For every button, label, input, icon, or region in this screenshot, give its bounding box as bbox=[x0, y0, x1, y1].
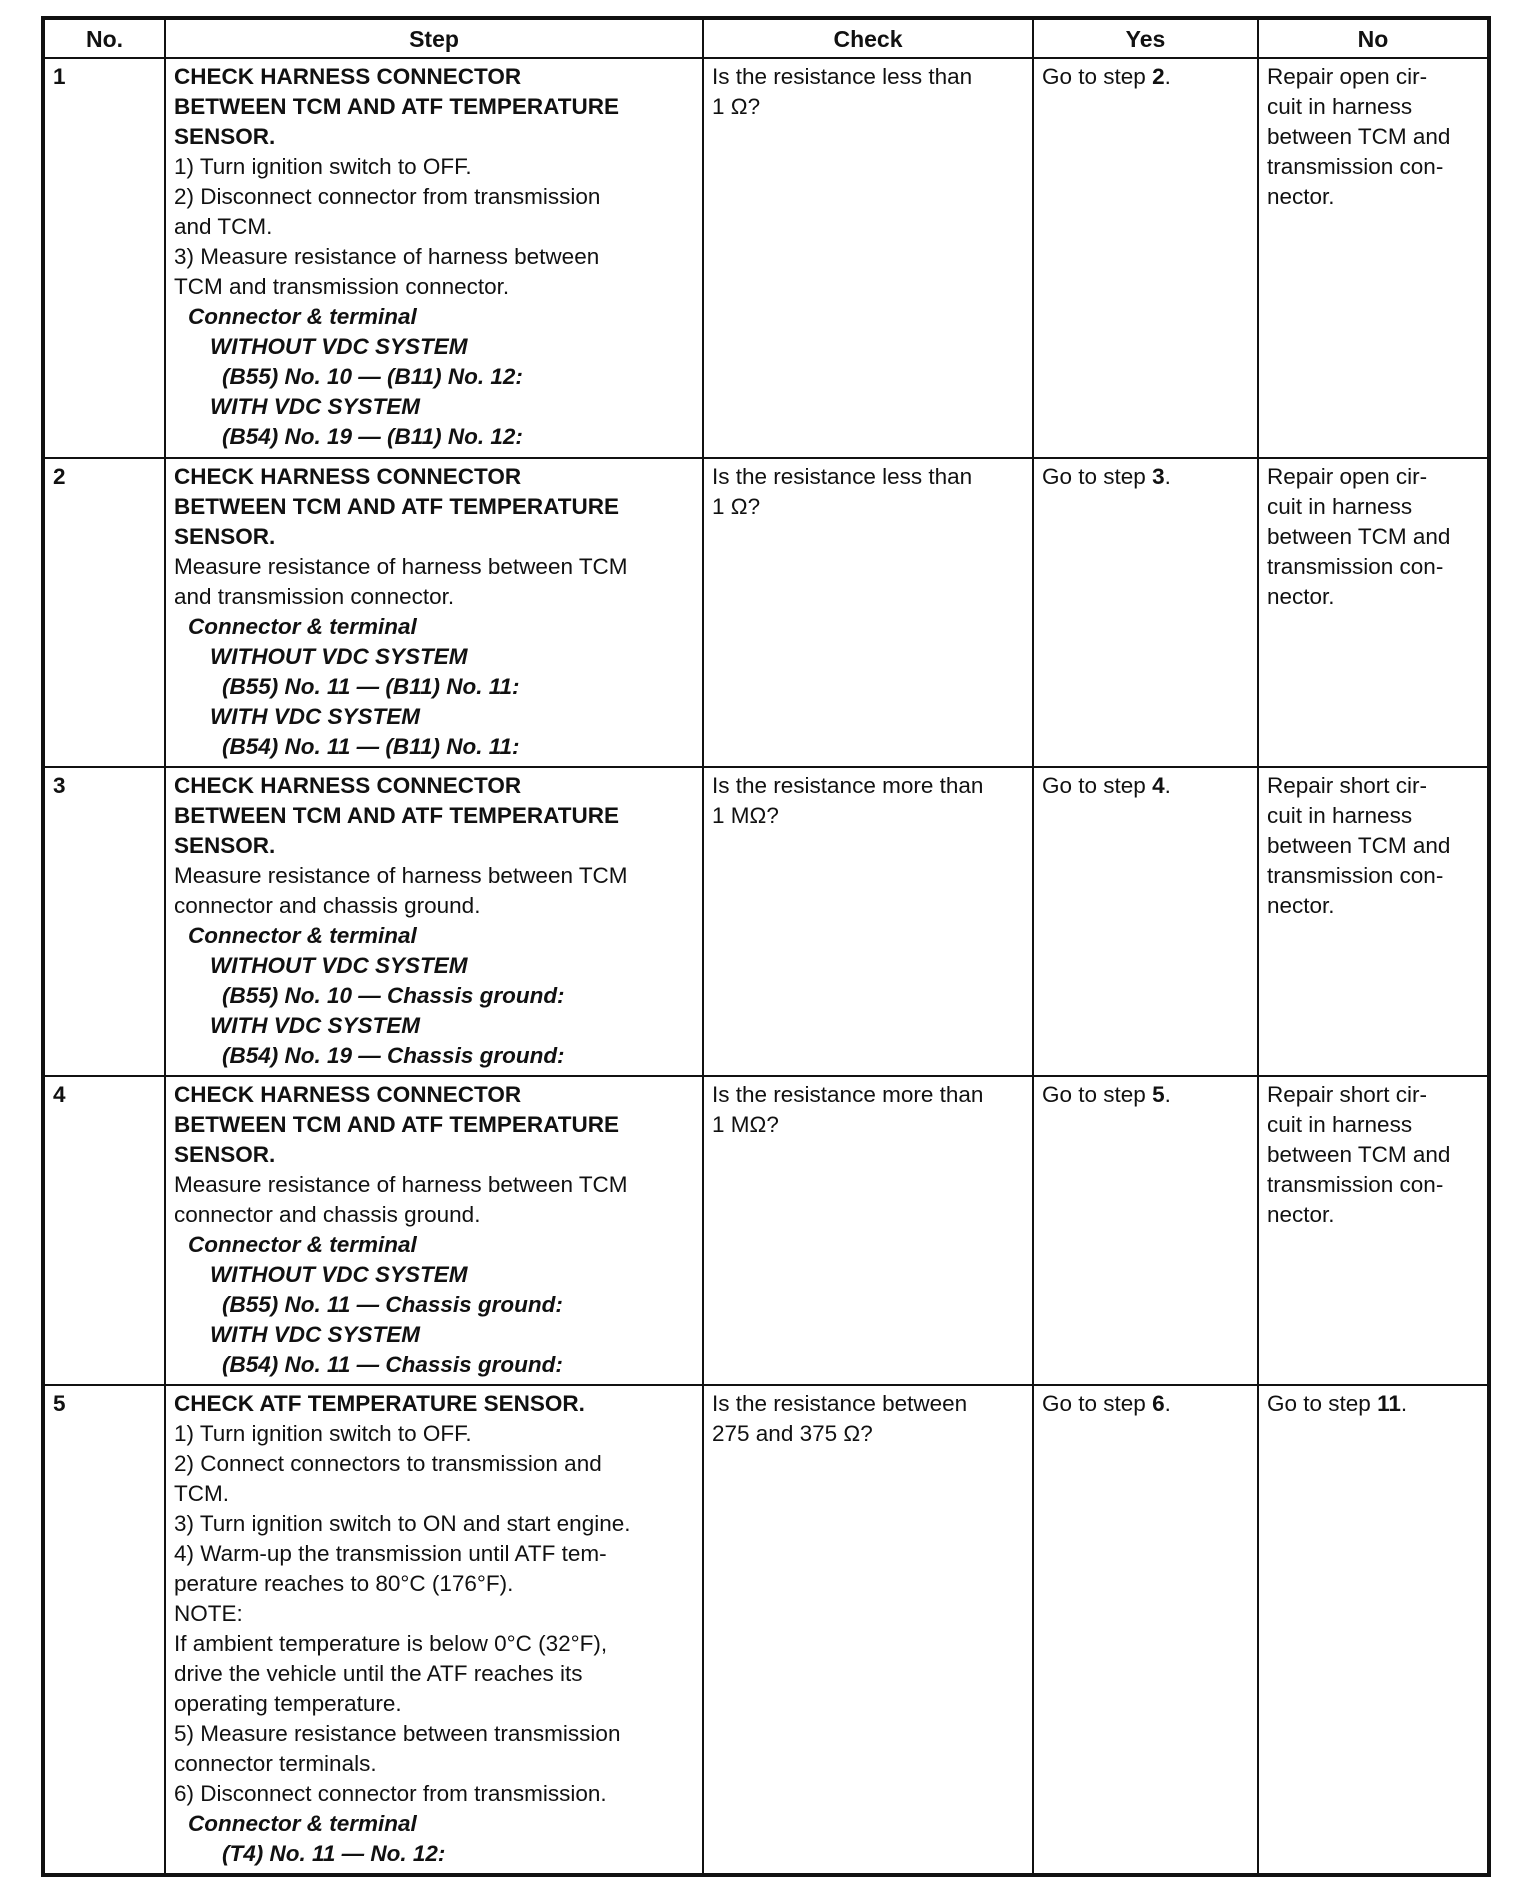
connector-terminal-line: (B54) No. 11 — (B11) No. 11: bbox=[222, 734, 520, 759]
step-instruction: perature reaches to 80°C (176°F). bbox=[174, 1571, 514, 1596]
check-cell bbox=[703, 1076, 1033, 1385]
step-instruction: 5) Measure resistance between transmission bbox=[174, 1721, 621, 1746]
no-action-text: nector. bbox=[1267, 184, 1335, 209]
no-action-text: Repair open cir- bbox=[1267, 64, 1428, 89]
connector-terminal-line: WITHOUT VDC SYSTEM bbox=[210, 334, 468, 359]
table-row bbox=[43, 1076, 1489, 1385]
step-instruction: NOTE: bbox=[174, 1601, 243, 1626]
connector-terminal-line: (B55) No. 10 — (B11) No. 12: bbox=[222, 364, 523, 389]
step-instruction: TCM. bbox=[174, 1481, 229, 1506]
step-instruction: connector and chassis ground. bbox=[174, 1202, 481, 1227]
step-instruction: drive the vehicle until the ATF reaches its bbox=[174, 1661, 583, 1686]
step-title: CHECK HARNESS CONNECTOR bbox=[174, 773, 522, 798]
no-action-text: cuit in harness bbox=[1267, 94, 1413, 119]
yes-step-number: 5 bbox=[1152, 1082, 1165, 1107]
step-title: BETWEEN TCM AND ATF TEMPERATURE bbox=[174, 94, 619, 119]
step-instruction: and transmission connector. bbox=[174, 584, 455, 609]
table-row bbox=[43, 458, 1489, 767]
step-instruction: Measure resistance of harness between TCM bbox=[174, 863, 628, 888]
no-action-text: cuit in harness bbox=[1267, 1112, 1413, 1137]
step-title: CHECK HARNESS CONNECTOR bbox=[174, 64, 522, 89]
step-instruction: If ambient temperature is below 0°C (32°F), bbox=[174, 1631, 608, 1656]
connector-terminal-line: (B54) No. 19 — Chassis ground: bbox=[222, 1043, 565, 1068]
no-action-text: nector. bbox=[1267, 1202, 1335, 1227]
yes-step-number: 6 bbox=[1152, 1391, 1165, 1416]
header-yes: Yes bbox=[1033, 18, 1258, 58]
check-question: 1 Ω? bbox=[712, 494, 761, 519]
no-cell bbox=[1258, 767, 1489, 1076]
no-action-text: nector. bbox=[1267, 584, 1335, 609]
step-number: 4 bbox=[43, 1076, 165, 1385]
yes-cell bbox=[1033, 767, 1258, 1076]
yes-step-number: 2 bbox=[1152, 64, 1165, 89]
yes-cell bbox=[1033, 458, 1258, 767]
connector-terminal-line: (B54) No. 19 — (B11) No. 12: bbox=[222, 424, 523, 449]
yes-text: Go to step bbox=[1042, 1082, 1153, 1107]
no-action-text: Repair short cir- bbox=[1267, 773, 1428, 798]
step-instruction: 3) Measure resistance of harness between bbox=[174, 244, 600, 269]
no-action-text: between TCM and bbox=[1267, 1142, 1451, 1167]
connector-terminal-line: (B55) No. 11 — (B11) No. 11: bbox=[222, 674, 520, 699]
header-no-result: No bbox=[1258, 18, 1489, 58]
no-action-text: nector. bbox=[1267, 893, 1335, 918]
no-action-text: between TCM and bbox=[1267, 833, 1451, 858]
step-cell bbox=[165, 767, 703, 1076]
step-instruction: 2) Disconnect connector from transmission bbox=[174, 184, 601, 209]
step-instruction: Measure resistance of harness between TCM bbox=[174, 554, 628, 579]
no-cell bbox=[1258, 1076, 1489, 1385]
check-question: 275 and 375 Ω? bbox=[712, 1421, 873, 1446]
yes-suffix: . bbox=[1164, 64, 1171, 89]
yes-text: Go to step bbox=[1042, 1391, 1153, 1416]
step-title: SENSOR. bbox=[174, 1142, 276, 1167]
diagnostic-table bbox=[41, 16, 1491, 1877]
yes-step-number: 4 bbox=[1152, 773, 1165, 798]
yes-cell bbox=[1033, 1076, 1258, 1385]
connector-terminal-line: WITH VDC SYSTEM bbox=[210, 394, 421, 419]
step-cell bbox=[165, 1385, 703, 1875]
no-cell bbox=[1258, 1385, 1489, 1875]
header-check: Check bbox=[703, 18, 1033, 58]
step-instruction: 2) Connect connectors to transmission and bbox=[174, 1451, 602, 1476]
step-title: BETWEEN TCM AND ATF TEMPERATURE bbox=[174, 494, 619, 519]
connector-terminal-line: (T4) No. 11 — No. 12: bbox=[222, 1841, 446, 1866]
yes-suffix: . bbox=[1164, 773, 1171, 798]
yes-cell bbox=[1033, 58, 1258, 458]
yes-text: Go to step bbox=[1042, 773, 1153, 798]
yes-text: Go to step bbox=[1042, 464, 1153, 489]
no-suffix: . bbox=[1400, 1391, 1408, 1416]
step-title: CHECK HARNESS CONNECTOR bbox=[174, 464, 522, 489]
connector-terminal-line: WITH VDC SYSTEM bbox=[210, 704, 421, 729]
yes-text: Go to step bbox=[1042, 64, 1153, 89]
step-cell bbox=[165, 1076, 703, 1385]
check-cell bbox=[703, 767, 1033, 1076]
check-question: Is the resistance more than bbox=[712, 773, 984, 798]
step-title: SENSOR. bbox=[174, 524, 276, 549]
connector-terminal-line: (B55) No. 10 — Chassis ground: bbox=[222, 983, 565, 1008]
no-cell bbox=[1258, 458, 1489, 767]
no-action-text: transmission con- bbox=[1267, 1172, 1444, 1197]
step-instruction: and TCM. bbox=[174, 214, 273, 239]
yes-suffix: . bbox=[1164, 1391, 1171, 1416]
step-title: CHECK HARNESS CONNECTOR bbox=[174, 1082, 522, 1107]
no-action-text: between TCM and bbox=[1267, 524, 1451, 549]
step-instruction: 3) Turn ignition switch to ON and start engine. bbox=[174, 1511, 631, 1536]
connector-terminal-line: Connector & terminal bbox=[188, 1232, 417, 1257]
step-instruction: connector and chassis ground. bbox=[174, 893, 481, 918]
step-instruction: 4) Warm-up the transmission until ATF tem- bbox=[174, 1541, 607, 1566]
step-instruction: connector terminals. bbox=[174, 1751, 377, 1776]
connector-terminal-line: (B54) No. 11 — Chassis ground: bbox=[222, 1352, 563, 1377]
step-number: 2 bbox=[43, 458, 165, 767]
yes-cell bbox=[1033, 1385, 1258, 1875]
no-action-text: between TCM and bbox=[1267, 124, 1451, 149]
step-number: 5 bbox=[43, 1385, 165, 1875]
check-cell bbox=[703, 58, 1033, 458]
no-action-text: Repair open cir- bbox=[1267, 464, 1428, 489]
connector-terminal-line: WITHOUT VDC SYSTEM bbox=[210, 953, 468, 978]
connector-terminal-line: WITH VDC SYSTEM bbox=[210, 1322, 421, 1347]
connector-terminal-line: WITHOUT VDC SYSTEM bbox=[210, 644, 468, 669]
check-question: Is the resistance more than bbox=[712, 1082, 984, 1107]
connector-terminal-line: WITH VDC SYSTEM bbox=[210, 1013, 421, 1038]
step-cell bbox=[165, 458, 703, 767]
step-title: BETWEEN TCM AND ATF TEMPERATURE bbox=[174, 803, 619, 828]
no-text: Go to step bbox=[1267, 1391, 1378, 1416]
step-instruction: 1) Turn ignition switch to OFF. bbox=[174, 1421, 472, 1446]
check-question: 1 Ω? bbox=[712, 94, 761, 119]
no-step-number: 11 bbox=[1377, 1391, 1401, 1416]
step-title: CHECK ATF TEMPERATURE SENSOR. bbox=[174, 1391, 585, 1416]
header-step: Step bbox=[165, 18, 703, 58]
no-action-text: transmission con- bbox=[1267, 154, 1444, 179]
check-question: 1 MΩ? bbox=[712, 803, 779, 828]
no-action-text: transmission con- bbox=[1267, 554, 1444, 579]
step-number: 1 bbox=[43, 58, 165, 458]
check-cell bbox=[703, 458, 1033, 767]
check-cell bbox=[703, 1385, 1033, 1875]
step-instruction: operating temperature. bbox=[174, 1691, 402, 1716]
table-row bbox=[43, 58, 1489, 458]
check-question: Is the resistance less than bbox=[712, 64, 973, 89]
no-action-text: cuit in harness bbox=[1267, 803, 1413, 828]
connector-terminal-line: WITHOUT VDC SYSTEM bbox=[210, 1262, 468, 1287]
check-question: Is the resistance between bbox=[712, 1391, 968, 1416]
connector-terminal-line: Connector & terminal bbox=[188, 923, 417, 948]
step-number: 3 bbox=[43, 767, 165, 1076]
step-instruction: Measure resistance of harness between TCM bbox=[174, 1172, 628, 1197]
yes-suffix: . bbox=[1164, 1082, 1171, 1107]
step-instruction: 1) Turn ignition switch to OFF. bbox=[174, 154, 472, 179]
step-cell bbox=[165, 58, 703, 458]
connector-terminal-line: Connector & terminal bbox=[188, 304, 417, 329]
connector-terminal-line: Connector & terminal bbox=[188, 614, 417, 639]
no-action-text: cuit in harness bbox=[1267, 494, 1413, 519]
no-action-text: transmission con- bbox=[1267, 863, 1444, 888]
check-question: Is the resistance less than bbox=[712, 464, 973, 489]
header-no: No. bbox=[43, 18, 165, 58]
no-cell bbox=[1258, 58, 1489, 458]
step-title: SENSOR. bbox=[174, 124, 276, 149]
no-action-text: Repair short cir- bbox=[1267, 1082, 1428, 1107]
step-title: SENSOR. bbox=[174, 833, 276, 858]
table-body bbox=[43, 58, 1489, 1875]
connector-terminal-line: Connector & terminal bbox=[188, 1811, 417, 1836]
step-instruction: TCM and transmission connector. bbox=[174, 274, 510, 299]
yes-suffix: . bbox=[1164, 464, 1171, 489]
connector-terminal-line: (B55) No. 11 — Chassis ground: bbox=[222, 1292, 563, 1317]
check-question: 1 MΩ? bbox=[712, 1112, 779, 1137]
step-instruction: 6) Disconnect connector from transmission. bbox=[174, 1781, 607, 1806]
step-title: BETWEEN TCM AND ATF TEMPERATURE bbox=[174, 1112, 619, 1137]
table-row bbox=[43, 1385, 1489, 1875]
yes-step-number: 3 bbox=[1152, 464, 1165, 489]
table-header-row bbox=[43, 18, 1489, 58]
table-row bbox=[43, 767, 1489, 1076]
